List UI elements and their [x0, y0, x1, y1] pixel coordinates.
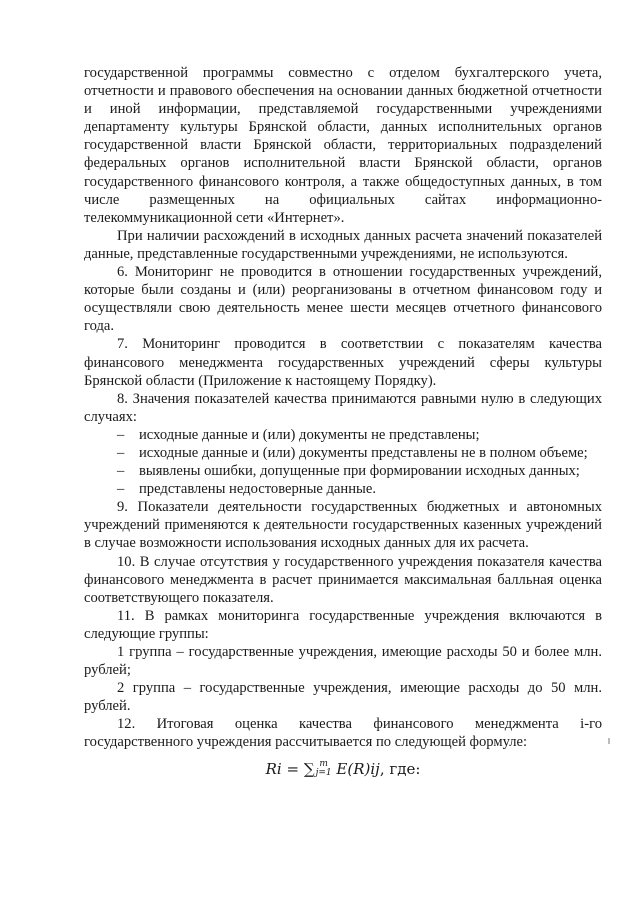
document-body [84, 64, 602, 778]
bullet-item [84, 480, 602, 498]
bullet-text: представлены недостоверные данные. [139, 481, 376, 498]
sigma-symbol: ∑ [303, 759, 315, 778]
bullet-item [84, 426, 602, 444]
paragraph-11-group-1: 1 группа – государственные учреждения, имеющие расходы 50 и более млн. рублей; [84, 644, 602, 679]
formula-equals: = [286, 759, 300, 778]
formula-term: E(R)ij [336, 759, 380, 778]
formula-tail: , где: [379, 759, 421, 778]
paragraph-7: 7. Мониторинг проводится в соответствии с показателям качества финансового менеджмента государственных учреждений сферы культуры Брянской области (Приложение к настоящему Порядку). [84, 336, 602, 389]
paragraph-6: 6. Мониторинг не проводится в отношении государственных учреждений, которые были созданы и (или) реорганизованы в отчетном финансовом году и осуществляли свою деятельность менее шести месяцев отчетного финансового года. [84, 264, 602, 335]
paragraph-12: 12. Итоговая оценка качества финансового менеджмента i-го государственного учреждения рассчитывается по следующей формуле: [84, 716, 602, 751]
sum-limits [316, 760, 332, 778]
paragraph-10: 10. В случае отсутствия у государственного учреждения показателя качества финансового менеджмента в расчет принимается максимальная балльная оценка соответствующего показателя. [84, 553, 602, 606]
paragraph-9: 9. Показатели деятельности государственных бюджетных и автономных учреждений применяются к деятельности государственных казенных учреждений в случае возможности использования исходных данных для их расчета. [84, 499, 602, 552]
formula-final-score [84, 760, 602, 778]
formula-sum [304, 760, 332, 778]
bullet-dash: – [117, 481, 125, 498]
paragraph-11-group-2: 2 группа – государственные учреждения, имеющие расходы до 50 млн. рублей. [84, 680, 602, 715]
bullet-item [84, 444, 602, 462]
formula-lhs: Ri [265, 759, 282, 778]
sum-upper-limit: m [319, 758, 328, 769]
paragraph-11: 11. В рамках мониторинга государственные учреждения включаются в следующие группы: [84, 607, 602, 642]
paragraph-8: 8. Значения показателей качества принимаются равными нулю в следующих случаях: [84, 390, 602, 425]
bullet-dash: – [117, 463, 125, 480]
bullet-item [84, 462, 602, 480]
sum-lower-limit: j=1 [315, 767, 332, 778]
paragraph-intro-continuation: государственной программы совместно с отделом бухгалтерского учета, отчетности и правового обеспечения на основании данных бюджетной отчетности и иной информации, представляемой государственными учреждениями департаменту культуры Брянской области, данных исполнительных органов государственной власти Брянской области, территориальных подразделений федеральных органов исполнительной власти Брянской области, органов государственного финансового контроля, а также общедоступных данных, в том числе размещенных на официальных сайтах информационно-телекоммуникационной сети «Интернет». [84, 65, 602, 226]
bullet-text: исходные данные и (или) документы представлены не в полном объеме; [139, 444, 588, 461]
bullet-text: выявлены ошибки, допущенные при формировании исходных данных; [139, 463, 580, 480]
bullet-dash: – [117, 426, 125, 443]
bullet-text: исходные данные и (или) документы не представлены; [139, 426, 480, 443]
paragraph-discrepancy: При наличии расхождений в исходных данных расчета значений показателей данные, представленные государственными учреждениями, не используются. [84, 227, 602, 262]
bullet-dash: – [117, 444, 125, 461]
scan-speck [608, 738, 610, 744]
